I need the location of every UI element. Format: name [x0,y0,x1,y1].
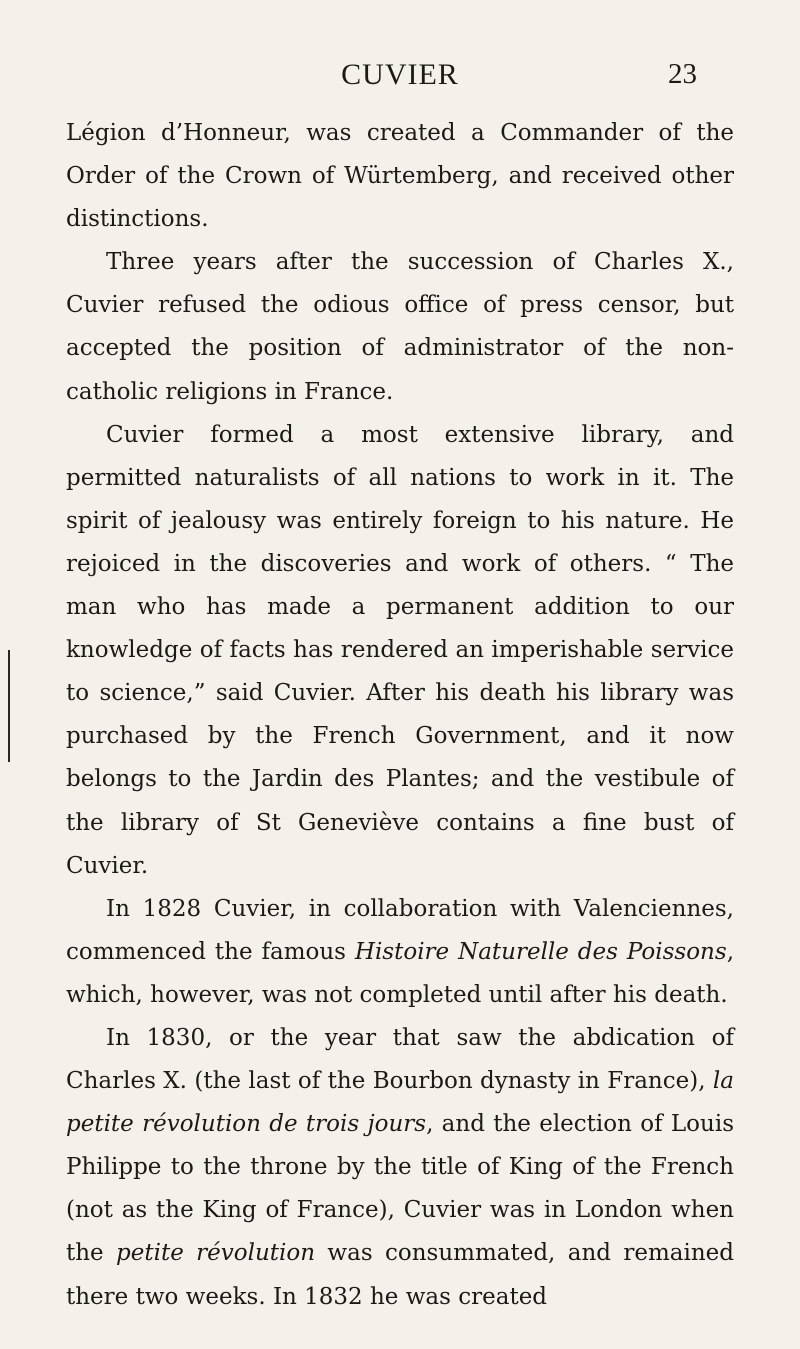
margin-mark [8,650,10,762]
italic-text: Histoire Naturelle des Poissons [354,938,727,965]
running-title: CUVIER [341,58,459,91]
text-run: was consummated, and remained there two weeks. In 1832 he was created [66,1240,734,1310]
text-run: , which, however, was not completed until after his death. [66,938,734,1008]
page-number: 23 [668,58,697,90]
text-run: Légion d’Honneur, was created a Commander of the Order of the Crown of Würtemberg, and received other distinctions. [66,120,734,233]
text-run: In 1830, or the year that saw the abdication of Charles X. (the last of the Bourbon dynasty in France), [66,1024,734,1095]
text-run: Three years after the succession of Charles X., Cuvier refused the odious office of press censor, but accepted the position of administrator of the non-catholic religions in France. [66,249,734,405]
italic-text: petite révolution [116,1240,316,1267]
text-run: In 1828 Cuvier, in collaboration with Valenciennes, commenced the famous [66,895,734,965]
paragraph [66,112,734,241]
running-head [0,58,800,98]
body-text [66,112,734,1319]
text-run: Cuvier formed a most extensive library, and permitted naturalists of all nations to work in it. The spirit of jealousy was entirely foreign to his nature. He rejoiced in the discoveries and work of others. “ The man who has made a permanent addition to our knowledge of facts has rendered an imperishable service to science,” said Cuvier. After his death his library was purchased by the French Government, and it now belongs to the Jardin des Plantes; and the vestibule of the library of St Geneviève contains a fine bust of Cuvier. [66,421,734,879]
paragraph [66,241,734,413]
paragraph [66,414,734,888]
italic-text: la petite révolution de trois jours [66,1068,734,1138]
text-run: , and the election of Louis Philippe to the throne by the title of King of the French (not as the King of France), Cuvier was in London when the [66,1111,734,1267]
paragraph [66,888,734,1017]
paragraph [66,1017,734,1319]
